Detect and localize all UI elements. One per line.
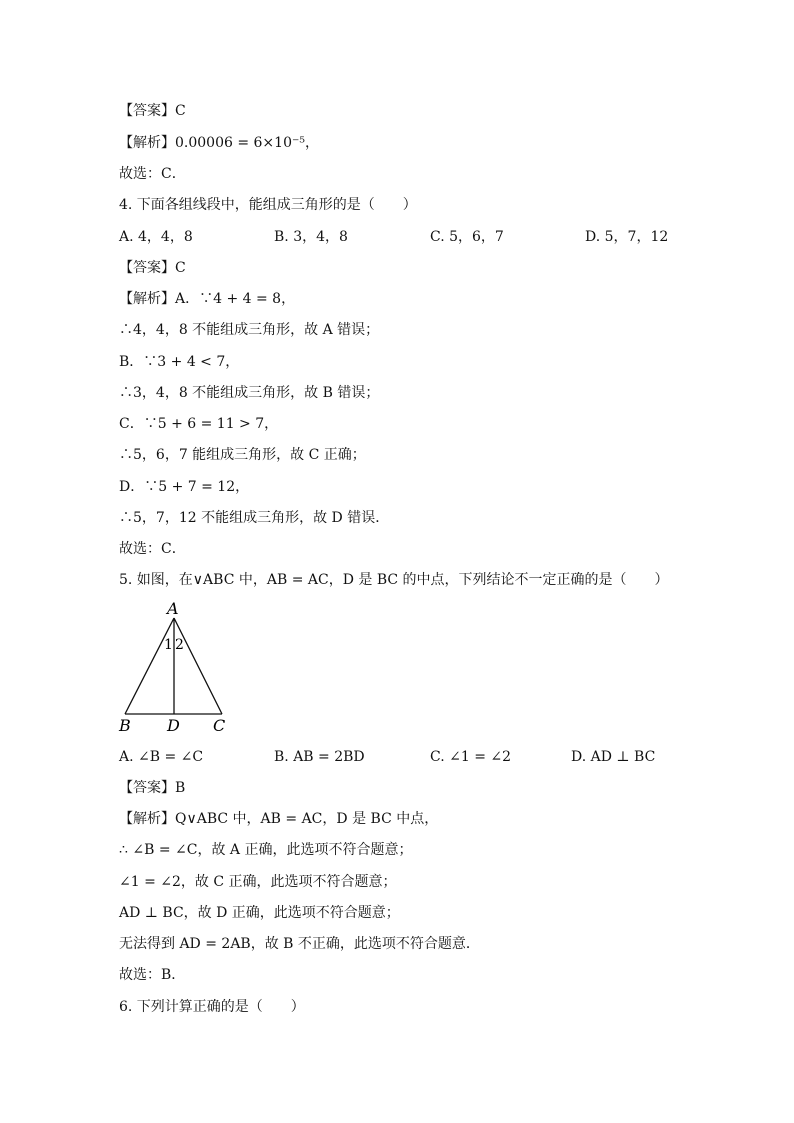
q4-analysis-line: D．∵5 + 7 = 12，: [119, 479, 250, 495]
q5-option-d: D. AD ⊥ BC: [571, 749, 656, 765]
q4-analysis-line: B．∵3 + 4 < 7，: [119, 354, 240, 370]
q5-option-a: A. ∠B = ∠C: [119, 749, 204, 765]
q4-analysis-line: C．∵5 + 6 = 11 > 7，: [119, 416, 279, 432]
q5-analysis-line: ∠1 = ∠2，故 C 正确，此选项不符合题意；: [119, 874, 397, 890]
q4-analysis-line: ∴4，4，8 不能组成三角形，故 A 错误；: [119, 322, 380, 338]
triangle-figure: [115, 598, 235, 738]
q5-option-c: C. ∠1 = ∠2: [430, 749, 512, 765]
q4-option-c: C. 5，6，7: [430, 229, 504, 245]
q5-analysis-line: ∴ ∠B = ∠C，故 A 正确，此选项不符合题意；: [119, 842, 413, 858]
q4-stem: 4. 下面各组线段中，能组成三角形的是（ ）: [119, 197, 417, 213]
q5-stem: 5. 如图，在∨ABC 中，AB = AC，D 是 BC 的中点，下列结论不一定正确的是（ ）: [119, 572, 669, 588]
q4-analysis-line: ∴5，6，7 能组成三角形，故 C 正确；: [119, 447, 366, 463]
label-d: D: [167, 716, 180, 735]
label-angle1: 1: [164, 637, 173, 653]
side-ab: [125, 618, 174, 714]
q5-analysis-line: 【解析】Q∨ABC 中，AB = AC，D 是 BC 中点，: [119, 811, 439, 827]
q4-option-b: B. 3，4，8: [274, 229, 348, 245]
q3-answer: 【答案】C: [119, 103, 186, 119]
q5-analysis-line: AD ⊥ BC，故 D 正确，此选项不符合题意；: [119, 905, 400, 921]
label-b: B: [119, 716, 131, 735]
label-a: A: [167, 599, 179, 618]
q5-answer: 【答案】B: [119, 780, 186, 796]
q5-choose: 故选：B．: [119, 967, 186, 983]
q5-analysis-line: 无法得到 AD = 2AB，故 B 不正确，此选项不符合题意．: [119, 936, 480, 952]
label-c: C: [213, 716, 226, 735]
q4-choose: 故选：C．: [119, 541, 186, 557]
side-ac: [174, 618, 222, 714]
q4-analysis-line: 【解析】A．∵4 + 4 = 8，: [119, 291, 296, 307]
q4-analysis-line: ∴3，4，8 不能组成三角形，故 B 错误；: [119, 385, 380, 401]
q4-analysis-line: ∴5，7，12 不能组成三角形，故 D 错误．: [119, 510, 390, 526]
q4-answer: 【答案】C: [119, 260, 186, 276]
q4-option-a: A. 4，4，8: [119, 229, 193, 245]
label-angle2: 2: [175, 637, 184, 653]
q4-option-d: D. 5，7，12: [585, 229, 669, 245]
q6-stem: 6. 下列计算正确的是（ ）: [119, 999, 305, 1015]
q3-analysis: 【解析】0.00006 = 6×10⁻⁵，: [119, 135, 319, 151]
q5-option-b: B. AB = 2BD: [274, 749, 365, 765]
q3-choose: 故选：C．: [119, 166, 186, 182]
